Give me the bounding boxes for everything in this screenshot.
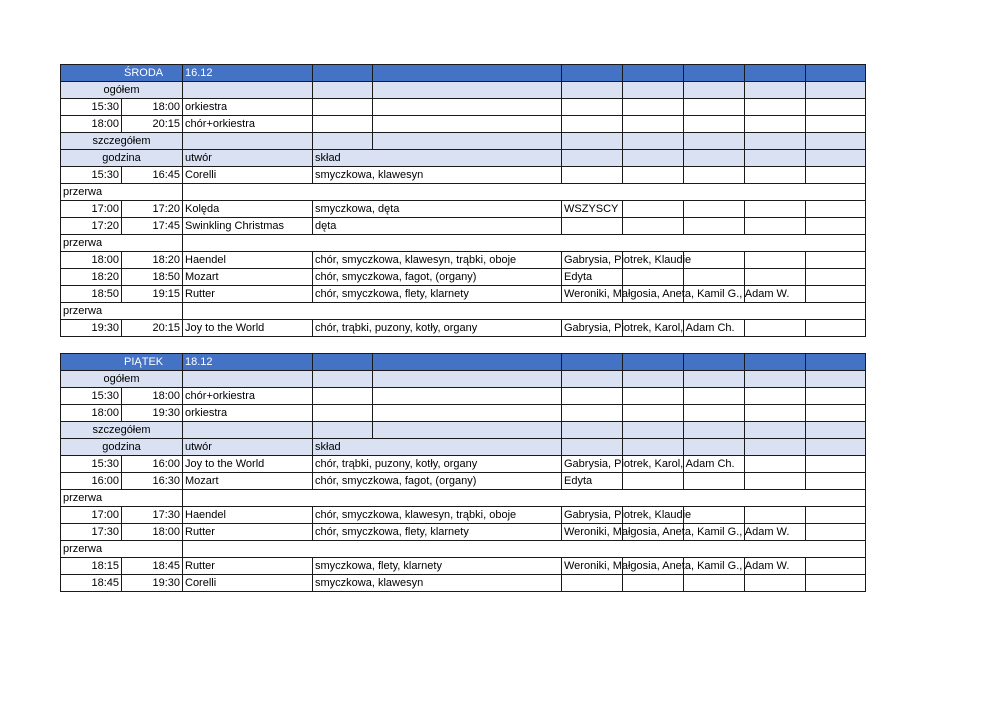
empty-cell (806, 371, 866, 388)
item-piece: Haendel (183, 252, 313, 269)
empty-cell (745, 133, 806, 150)
item-soloists: Edyta (562, 269, 623, 286)
day-header-row (61, 65, 866, 82)
break-fill (183, 490, 866, 507)
empty-cell (623, 218, 684, 235)
schedule-row (61, 167, 866, 184)
item-piece: Rutter (183, 558, 313, 575)
item-start: 18:20 (61, 269, 122, 286)
empty-cell (623, 99, 684, 116)
overview-end: 19:30 (122, 405, 183, 422)
empty-cell (313, 354, 373, 371)
item-soloists (562, 575, 623, 592)
item-start: 19:30 (61, 320, 122, 337)
empty-cell (373, 337, 562, 354)
item-ensemble: smyczkowa, flety, klarnety (313, 558, 562, 575)
empty-cell (562, 133, 623, 150)
overview-title: orkiestra (183, 405, 313, 422)
item-ensemble: chór, smyczkowa, klawesyn, trąbki, oboje (313, 252, 562, 269)
empty-cell (623, 133, 684, 150)
empty-cell (745, 473, 806, 490)
empty-cell (684, 252, 745, 269)
day-date: 18.12 (183, 354, 313, 371)
empty-cell (373, 388, 562, 405)
item-soloists: Weroniki, Małgosia, Aneta, Kamil G., Adam W. (562, 286, 623, 303)
empty-cell (806, 405, 866, 422)
empty-cell (806, 456, 866, 473)
item-ensemble: chór, smyczkowa, klawesyn, trąbki, oboje (313, 507, 562, 524)
schedule-row (61, 575, 866, 592)
detail-label-row (61, 133, 866, 150)
empty-cell (313, 405, 373, 422)
empty-cell (684, 65, 745, 82)
empty-cell (745, 65, 806, 82)
empty-cell (806, 575, 866, 592)
item-piece: Mozart (183, 269, 313, 286)
empty-cell (313, 133, 373, 150)
overview-start: 15:30 (61, 388, 122, 405)
empty-cell (623, 388, 684, 405)
empty-cell (806, 473, 866, 490)
empty-cell (562, 150, 623, 167)
overview-label-row (61, 371, 866, 388)
empty-cell (684, 116, 745, 133)
overview-end: 18:00 (122, 99, 183, 116)
empty-cell (562, 405, 623, 422)
overview-label: ogółem (61, 82, 183, 99)
item-soloists: Weroniki, Małgosia, Aneta, Kamil G., Adam W. (562, 558, 623, 575)
break-row (61, 303, 866, 320)
item-end: 16:45 (122, 167, 183, 184)
empty-cell (623, 575, 684, 592)
item-ensemble: chór, smyczkowa, fagot, (organy) (313, 473, 562, 490)
empty-cell (562, 82, 623, 99)
item-ensemble: dęta (313, 218, 562, 235)
day-date: 16.12 (183, 65, 313, 82)
empty-cell (562, 99, 623, 116)
item-start: 18:50 (61, 286, 122, 303)
empty-cell (373, 405, 562, 422)
schedule-row (61, 473, 866, 490)
empty-cell (313, 388, 373, 405)
empty-cell (623, 150, 684, 167)
schedule-row (61, 456, 866, 473)
break-row (61, 541, 866, 558)
empty-cell (313, 371, 373, 388)
empty-cell (745, 456, 806, 473)
empty-cell (806, 150, 866, 167)
empty-cell (745, 167, 806, 184)
item-end: 18:50 (122, 269, 183, 286)
empty-cell (183, 371, 313, 388)
empty-cell (623, 269, 684, 286)
empty-cell (373, 82, 562, 99)
day-header-blank (61, 354, 122, 371)
empty-cell (806, 524, 866, 541)
empty-cell (745, 439, 806, 456)
overview-title: chór+orkiestra (183, 116, 313, 133)
empty-cell (684, 473, 745, 490)
header-piece: utwór (183, 439, 313, 456)
empty-cell (313, 337, 373, 354)
empty-cell (562, 388, 623, 405)
schedule-row (61, 507, 866, 524)
empty-cell (313, 99, 373, 116)
empty-cell (623, 473, 684, 490)
empty-cell (373, 422, 562, 439)
item-start: 16:00 (61, 473, 122, 490)
schedule-row (61, 558, 866, 575)
empty-cell (313, 422, 373, 439)
column-header-row (61, 439, 866, 456)
empty-cell (684, 269, 745, 286)
empty-cell (806, 507, 866, 524)
empty-cell (806, 82, 866, 99)
item-soloists: Gabrysia, Piotrek, Klaudie (562, 507, 623, 524)
empty-cell (806, 116, 866, 133)
schedule-row (61, 218, 866, 235)
empty-cell (745, 269, 806, 286)
empty-cell (806, 558, 866, 575)
empty-cell (684, 405, 745, 422)
empty-cell (684, 133, 745, 150)
break-label: przerwa (61, 490, 183, 507)
empty-cell (684, 218, 745, 235)
empty-cell (562, 65, 623, 82)
empty-cell (806, 337, 866, 354)
empty-cell (562, 337, 623, 354)
rehearsal-schedule-sheet (60, 64, 866, 592)
empty-cell (806, 286, 866, 303)
empty-cell (684, 422, 745, 439)
day-name: ŚRODA (122, 65, 183, 82)
empty-cell (684, 99, 745, 116)
item-ensemble: chór, smyczkowa, fagot, (organy) (313, 269, 562, 286)
empty-cell (745, 575, 806, 592)
item-end: 17:45 (122, 218, 183, 235)
empty-cell (623, 422, 684, 439)
item-soloists (562, 218, 623, 235)
empty-cell (745, 388, 806, 405)
empty-cell (623, 371, 684, 388)
empty-cell (684, 388, 745, 405)
break-label: przerwa (61, 541, 183, 558)
item-end: 20:15 (122, 320, 183, 337)
empty-cell (745, 405, 806, 422)
item-soloists: Gabrysia, Piotrek, Klaudie (562, 252, 623, 269)
empty-cell (745, 201, 806, 218)
header-hour: godzina (61, 150, 183, 167)
empty-cell (313, 82, 373, 99)
empty-cell (562, 116, 623, 133)
header-ensemble: skład (313, 150, 562, 167)
empty-cell (806, 218, 866, 235)
overview-row (61, 405, 866, 422)
overview-start: 15:30 (61, 99, 122, 116)
item-end: 16:00 (122, 456, 183, 473)
empty-cell (806, 65, 866, 82)
break-row (61, 184, 866, 201)
empty-cell (623, 405, 684, 422)
empty-cell (684, 371, 745, 388)
item-ensemble: smyczkowa, klawesyn (313, 575, 562, 592)
empty-cell (373, 354, 562, 371)
schedule-row (61, 201, 866, 218)
empty-cell (623, 201, 684, 218)
item-start: 17:00 (61, 507, 122, 524)
empty-cell (745, 507, 806, 524)
item-start: 17:00 (61, 201, 122, 218)
item-piece: Joy to the World (183, 320, 313, 337)
detail-label: szczegółem (61, 133, 183, 150)
empty-cell (806, 388, 866, 405)
item-piece: Corelli (183, 575, 313, 592)
item-piece: Rutter (183, 524, 313, 541)
empty-cell (684, 150, 745, 167)
item-start: 18:15 (61, 558, 122, 575)
empty-cell (745, 99, 806, 116)
empty-cell (373, 116, 562, 133)
detail-label: szczegółem (61, 422, 183, 439)
item-piece: Haendel (183, 507, 313, 524)
empty-cell (562, 354, 623, 371)
item-soloists: Edyta (562, 473, 623, 490)
item-ensemble: chór, smyczkowa, flety, klarnety (313, 286, 562, 303)
empty-cell (562, 422, 623, 439)
overview-row (61, 116, 866, 133)
empty-cell (684, 82, 745, 99)
empty-cell (313, 116, 373, 133)
empty-cell (373, 99, 562, 116)
item-soloists: Weroniki, Małgosia, Aneta, Kamil G., Adam W. (562, 524, 623, 541)
overview-end: 20:15 (122, 116, 183, 133)
item-ensemble: chór, trąbki, puzony, kotły, organy (313, 320, 562, 337)
empty-cell (373, 133, 562, 150)
item-start: 15:30 (61, 456, 122, 473)
empty-cell (183, 133, 313, 150)
overview-row (61, 99, 866, 116)
detail-label-row (61, 422, 866, 439)
empty-cell (623, 354, 684, 371)
empty-cell (806, 167, 866, 184)
empty-cell (745, 371, 806, 388)
item-piece: Mozart (183, 473, 313, 490)
item-ensemble: smyczkowa, dęta (313, 201, 562, 218)
overview-start: 18:00 (61, 405, 122, 422)
empty-cell (745, 354, 806, 371)
item-end: 19:15 (122, 286, 183, 303)
empty-cell (806, 422, 866, 439)
item-soloists: Gabrysia, Piotrek, Karol, Adam Ch. (562, 320, 623, 337)
overview-title: chór+orkiestra (183, 388, 313, 405)
empty-cell (623, 65, 684, 82)
item-end: 17:30 (122, 507, 183, 524)
empty-cell (313, 65, 373, 82)
break-fill (183, 235, 866, 252)
empty-cell (806, 99, 866, 116)
empty-cell (623, 337, 684, 354)
day-header-blank (61, 65, 122, 82)
overview-label-row (61, 82, 866, 99)
empty-cell (684, 575, 745, 592)
break-fill (183, 541, 866, 558)
empty-cell (373, 65, 562, 82)
item-piece: Joy to the World (183, 456, 313, 473)
empty-cell (623, 167, 684, 184)
schedule-row (61, 524, 866, 541)
item-end: 16:30 (122, 473, 183, 490)
column-header-row (61, 150, 866, 167)
schedule-row (61, 286, 866, 303)
item-piece: Swinkling Christmas (183, 218, 313, 235)
schedule-row (61, 320, 866, 337)
item-piece: Kolęda (183, 201, 313, 218)
header-ensemble: skład (313, 439, 562, 456)
empty-cell (806, 320, 866, 337)
schedule-row (61, 252, 866, 269)
empty-cell (562, 371, 623, 388)
empty-cell (684, 439, 745, 456)
empty-cell (562, 439, 623, 456)
empty-cell (684, 337, 745, 354)
break-row (61, 235, 866, 252)
empty-cell (745, 252, 806, 269)
item-start: 17:20 (61, 218, 122, 235)
empty-cell (806, 252, 866, 269)
item-end: 18:00 (122, 524, 183, 541)
empty-cell (745, 116, 806, 133)
empty-cell (745, 150, 806, 167)
item-end: 18:45 (122, 558, 183, 575)
empty-cell (623, 116, 684, 133)
break-label: przerwa (61, 303, 183, 320)
empty-cell (684, 354, 745, 371)
empty-cell (373, 371, 562, 388)
item-end: 19:30 (122, 575, 183, 592)
empty-cell (684, 507, 745, 524)
empty-cell (623, 82, 684, 99)
empty-cell (684, 167, 745, 184)
empty-cell (745, 320, 806, 337)
empty-cell (183, 337, 313, 354)
item-soloists (562, 167, 623, 184)
empty-cell (684, 201, 745, 218)
empty-cell (745, 337, 806, 354)
item-ensemble: chór, smyczkowa, flety, klarnety (313, 524, 562, 541)
header-hour: godzina (61, 439, 183, 456)
empty-cell (623, 439, 684, 456)
empty-cell (806, 201, 866, 218)
item-piece: Rutter (183, 286, 313, 303)
item-ensemble: smyczkowa, klawesyn (313, 167, 562, 184)
item-end: 18:20 (122, 252, 183, 269)
break-fill (183, 184, 866, 201)
item-piece: Corelli (183, 167, 313, 184)
break-label: przerwa (61, 184, 183, 201)
spacer-row (61, 337, 866, 354)
empty-cell (61, 337, 122, 354)
empty-cell (122, 337, 183, 354)
empty-cell (745, 422, 806, 439)
item-end: 17:20 (122, 201, 183, 218)
empty-cell (806, 354, 866, 371)
item-start: 17:30 (61, 524, 122, 541)
item-ensemble: chór, trąbki, puzony, kotły, organy (313, 456, 562, 473)
break-row (61, 490, 866, 507)
empty-cell (745, 82, 806, 99)
overview-label: ogółem (61, 371, 183, 388)
overview-end: 18:00 (122, 388, 183, 405)
overview-title: orkiestra (183, 99, 313, 116)
empty-cell (806, 133, 866, 150)
empty-cell (806, 439, 866, 456)
empty-cell (806, 269, 866, 286)
item-start: 18:00 (61, 252, 122, 269)
break-fill (183, 303, 866, 320)
overview-start: 18:00 (61, 116, 122, 133)
item-soloists: Gabrysia, Piotrek, Karol, Adam Ch. (562, 456, 623, 473)
empty-cell (745, 218, 806, 235)
day-header-row (61, 354, 866, 371)
break-label: przerwa (61, 235, 183, 252)
item-start: 18:45 (61, 575, 122, 592)
overview-row (61, 388, 866, 405)
empty-cell (183, 82, 313, 99)
day-name: PIĄTEK (122, 354, 183, 371)
item-start: 15:30 (61, 167, 122, 184)
item-soloists: WSZYSCY (562, 201, 623, 218)
empty-cell (183, 422, 313, 439)
header-piece: utwór (183, 150, 313, 167)
schedule-row (61, 269, 866, 286)
